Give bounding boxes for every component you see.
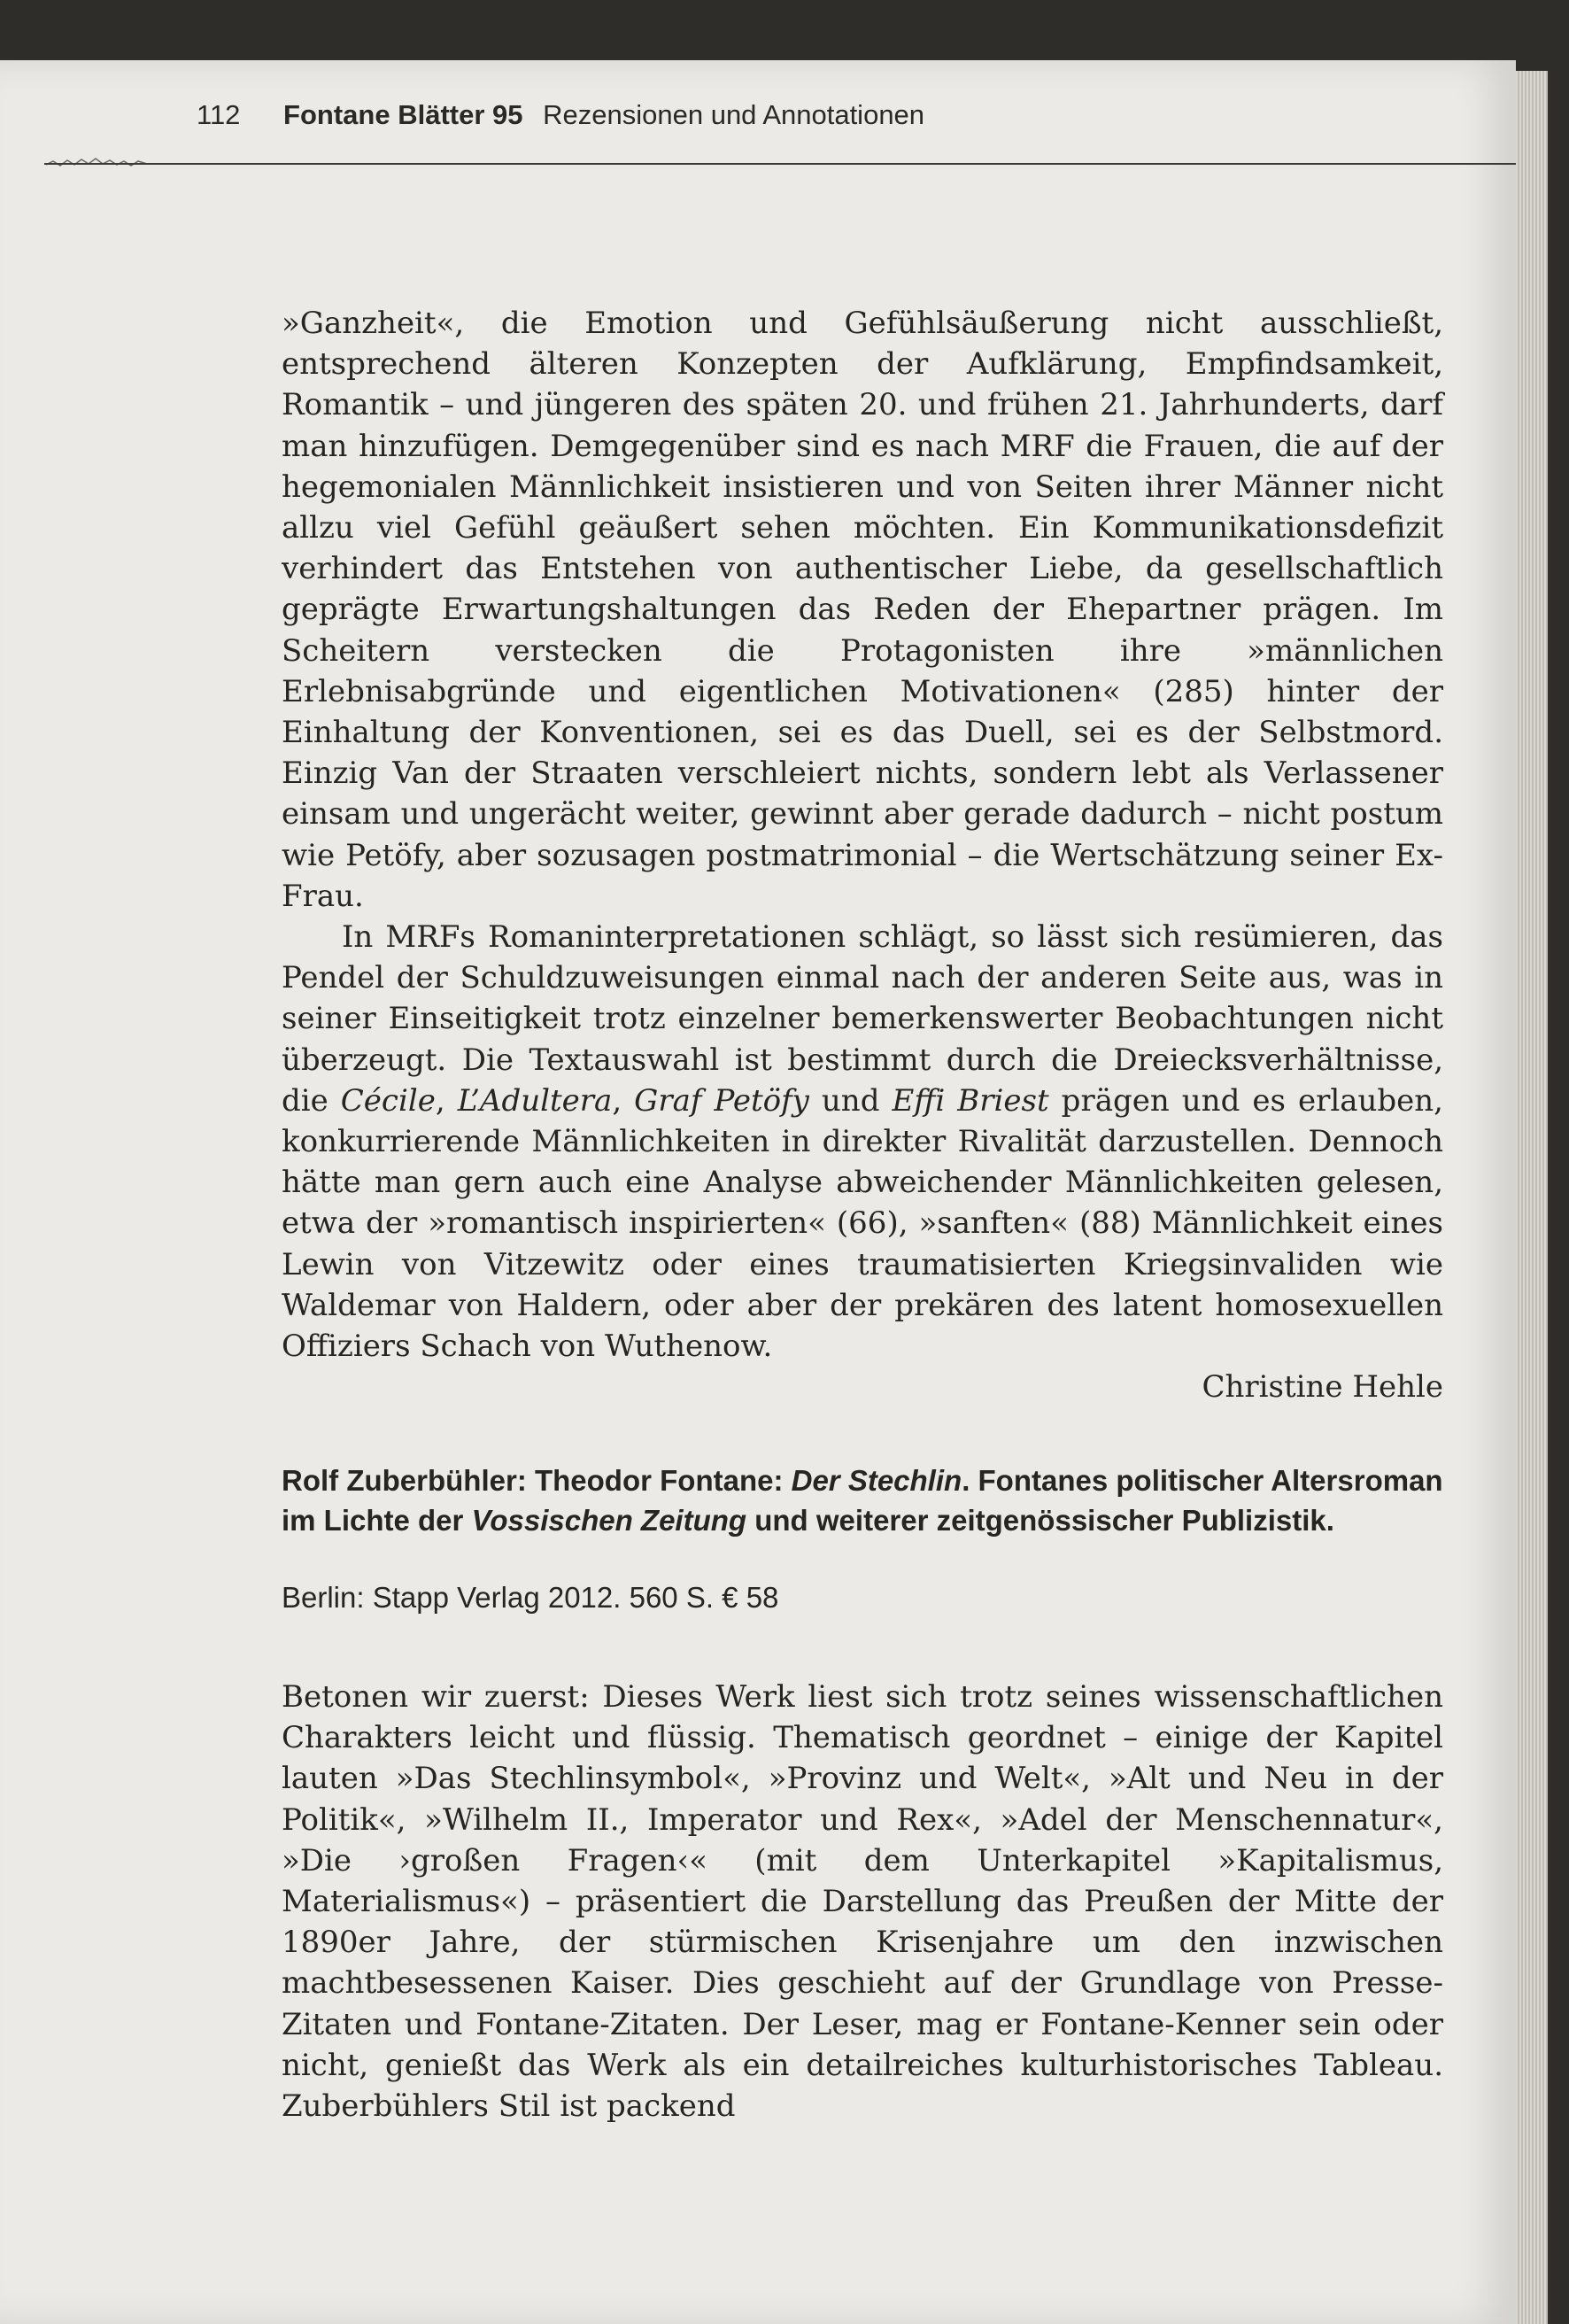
page-edge: [1516, 71, 1548, 2324]
running-header: [197, 99, 924, 143]
section-title: Rezensionen und Annotationen: [543, 99, 925, 130]
book-title: Der Stechlin: [791, 1464, 962, 1497]
publication-info: Berlin: Stapp Verlag 2012. 560 S. € 58: [282, 1581, 779, 1614]
work-title: Graf Petöfy: [634, 1082, 809, 1119]
review-1-body: [282, 303, 1443, 1407]
review-2-heading: Rolf Zuberbühler: Theodor Fontane: Der Stechlin. Fontanes politischer Altersroman im Lichte der Vossischen Zeitung und weiterer zeitgenössischer Publizistik.: [282, 1464, 1443, 1537]
review-2-body: [282, 1677, 1443, 2126]
work-title: Cécile: [340, 1082, 436, 1119]
newspaper-title: Vossischen Zeitung: [471, 1504, 747, 1537]
review-2-paragraph-1: Betonen wir zuerst: Dieses Werk liest sich trotz seines wissenschaftlichen Charakters leicht und flüssig. Thematisch geordnet – einige der Kapitel lauten »Das Stechlinsymbol«, »Provinz und Welt«, »Alt und Neu in der Politik«, »Wilhelm II., Imperator und Rex«, »Adel der Menschennatur«, »Die ›großen Fragen‹« (mit dem Unterkapitel »Kapitalismus, Materialismus«) – präsentiert die Darstellung das Preußen der Mitte der 1890er Jahre, der stürmischen Krisenjahre um den inzwischen machtbesessenen Kaiser. Dies geschieht auf der Grundlage von Presse-Zitaten und Fontane-Zitaten. Der Leser, mag er Fontane-Kenner sein oder nicht, genießt das Werk als ein detailreiches kulturhistorisches Tableau. Zuberbühlers Stil ist packend: [282, 1679, 1443, 2125]
journal-title: Fontane Blätter 95: [283, 99, 523, 130]
reviewer-signature: Christine Hehle: [1202, 1369, 1443, 1406]
header-rule: [44, 163, 1516, 165]
review-1-paragraph-1: »Ganzheit«, die Emotion und Gefühlsäußerung nicht ausschließt, entsprechend älteren Konzepten der Aufklärung, Empfindsamkeit, Romantik – und jüngeren des späten 20. und frühen 21. Jahrhunderts, darf man hinzufügen. Demgegenüber sind es nach MRF die Frauen, die auf der hegemonialen Männlichkeit insistieren und von Seiten ihrer Männer nicht allzu viel Gefühl geäußert sehen möchten. Ein Kommunikationsdefizit verhindert das Entstehen von authentischer Liebe, da gesellschaftlich geprägte Erwartungshaltungen das Reden der Ehepartner prägen. Im Scheitern verstecken die Protagonisten ihre »männlichen Erlebnisabgründe und eigentlichen Motivationen« (285) hinter der Einhaltung der Konventionen, sei es das Duell, sei es der Selbstmord. Einzig Van der Straaten verschleiert nichts, sondern lebt als Verlassener einsam und ungerächt weiter, gewinnt aber gerade dadurch – nicht postum wie Petöfy, aber sozusagen postmatrimonial – die Wertschätzung seiner Ex-Frau.: [282, 306, 1443, 914]
work-title: Effi Briest: [892, 1082, 1049, 1119]
work-title: L’Adultera: [457, 1082, 613, 1119]
page-number: 112: [197, 99, 241, 130]
review-1-paragraph-2: In MRFs Romaninterpretationen schlägt, so lässt sich resümieren, das Pendel der Schuldzuweisungen einmal nach der anderen Seite aus, was in seiner Einseitigkeit trotz einzelner bemerkenswerter Beobachtungen nicht überzeugt. Die Textauswahl ist bestimmt durch die Dreiecksverhältnisse, die Cécile, L’Adultera, Graf Petöfy und Effi Briest prägen und es erlauben, konkurrierende Männlichkeiten in direkter Rivalität darzustellen. Dennoch hätte man gern auch eine Analyse abweichender Männlichkeiten gelesen, etwa der »romantisch inspirierten« (66), »sanften« (88) Männlichkeit eines Lewin von Vitzewitz oder eines traumatisierten Kriegsinvaliden wie Waldemar von Haldern, oder aber der prekären des latent homosexuellen Offiziers Schach von Wuthenow.: [282, 919, 1443, 1365]
